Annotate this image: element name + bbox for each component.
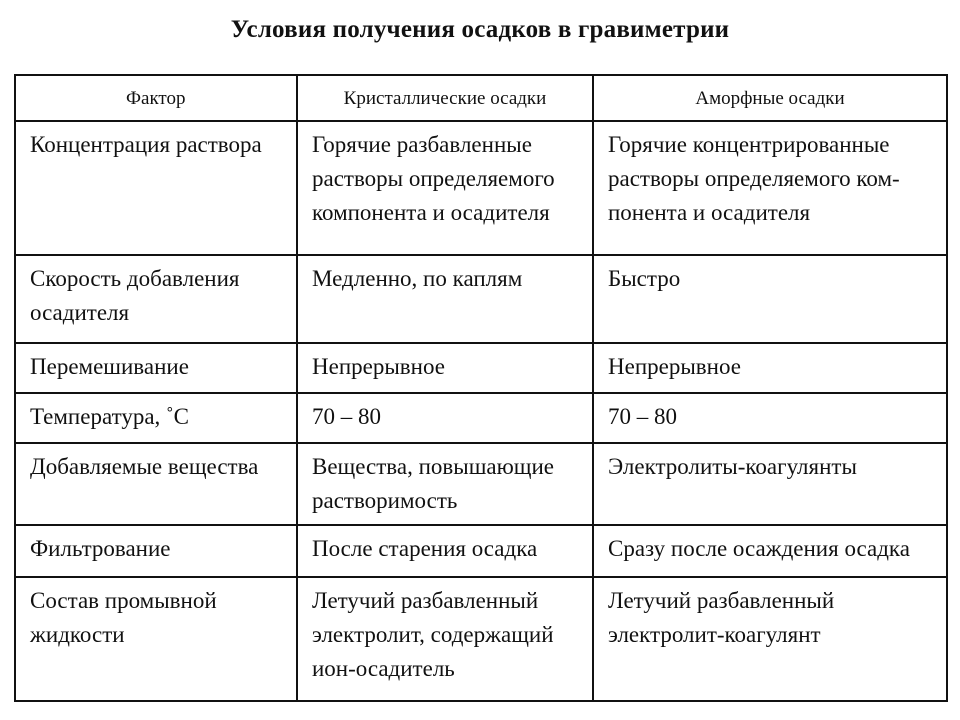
page-title: Условия получения осадков в гравиметрии <box>230 16 730 43</box>
crystalline-cell: Непрерывное <box>297 343 593 393</box>
amorphous-cell: Электролиты-коагулянты <box>593 443 947 525</box>
factor-cell: Скорость добавления осадителя <box>15 255 297 343</box>
factor-cell: Состав промывной жидкости <box>15 577 297 701</box>
factor-cell: Перемешивание <box>15 343 297 393</box>
factor-cell: Температура, ˚С <box>15 393 297 443</box>
amorphous-cell: 70 – 80 <box>593 393 947 443</box>
table-row <box>15 121 947 255</box>
amorphous-cell: Непрерывное <box>593 343 947 393</box>
table-header-row <box>15 75 947 121</box>
amorphous-cell: Сразу после осаждения осадка <box>593 525 947 577</box>
crystalline-cell: После старения осадка <box>297 525 593 577</box>
amorphous-cell: Горячие концентрированные растворы определяемого ком-понента и осадителя <box>593 121 947 255</box>
factor-cell: Концентрация раствора <box>15 121 297 255</box>
header-factor: Фактор <box>15 75 297 121</box>
header-crystalline: Кристаллические осадки <box>297 75 593 121</box>
factor-cell: Фильтрование <box>15 525 297 577</box>
crystalline-cell: 70 – 80 <box>297 393 593 443</box>
table-row <box>15 255 947 343</box>
table-row <box>15 343 947 393</box>
crystalline-cell: Горячие разбавленные растворы определяемого компонента и осадителя <box>297 121 593 255</box>
amorphous-cell: Быстро <box>593 255 947 343</box>
factor-cell: Добавляемые вещества <box>15 443 297 525</box>
crystalline-cell: Медленно, по каплям <box>297 255 593 343</box>
crystalline-cell: Летучий разбавленный электролит, содержащий ион-осадитель <box>297 577 593 701</box>
header-amorphous: Аморфные осадки <box>593 75 947 121</box>
conditions-table <box>14 74 948 702</box>
amorphous-cell: Летучий разбавленный электролит-коагулянт <box>593 577 947 701</box>
table-row <box>15 525 947 577</box>
table-row <box>15 443 947 525</box>
crystalline-cell: Вещества, повышающие растворимость <box>297 443 593 525</box>
table-row <box>15 577 947 701</box>
table-row <box>15 393 947 443</box>
